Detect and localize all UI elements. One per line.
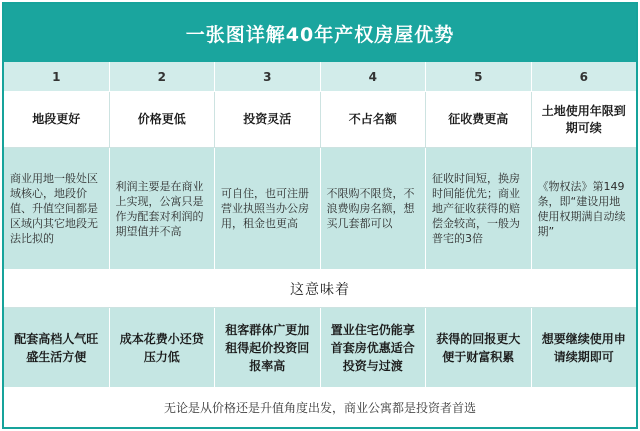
column-number: 5 xyxy=(425,62,531,92)
column-description: 不限购不限贷，不浪费购房名额，想买几套都可以 xyxy=(320,148,426,270)
column-heading: 地段更好 xyxy=(4,92,109,148)
column-heading: 不占名额 xyxy=(320,92,426,148)
column-description: 《物权法》第149条，即“建设用地使用权期满自动续期” xyxy=(531,148,637,270)
infographic-title: 一张图详解40年产权房屋优势 xyxy=(4,4,636,62)
result-row xyxy=(4,308,636,388)
column-number: 1 xyxy=(4,62,109,92)
column-number: 2 xyxy=(109,62,215,92)
column-result: 配套高档人气旺盛生活方便 xyxy=(4,308,109,388)
column-result: 成本花费小还贷压力低 xyxy=(109,308,215,388)
column-result: 置业住宅仍能享首套房优惠适合投资与过渡 xyxy=(320,308,426,388)
column-description: 征收时间短，换房时间能优先；商业地产征收获得的赔偿金较高，一般为普宅的3倍 xyxy=(425,148,531,270)
column-number: 6 xyxy=(531,62,637,92)
infographic xyxy=(2,2,638,429)
means-label: 这意味着 xyxy=(4,270,636,308)
column-result: 获得的回报更大便于财富积累 xyxy=(425,308,531,388)
column-description: 可自住，也可注册营业执照当办公房用，租金也更高 xyxy=(214,148,320,270)
column-heading: 征收费更高 xyxy=(425,92,531,148)
column-heading: 土地使用年限到期可续 xyxy=(531,92,637,148)
column-heading: 投资灵活 xyxy=(214,92,320,148)
column-result: 租客群体广更加租得起价投资回报率高 xyxy=(214,308,320,388)
column-number: 3 xyxy=(214,62,320,92)
heading-row xyxy=(4,92,636,148)
column-number: 4 xyxy=(320,62,426,92)
column-description: 利润主要是在商业上实现，公寓只是作为配套对利润的期望值并不高 xyxy=(109,148,215,270)
number-row xyxy=(4,62,636,92)
description-row xyxy=(4,148,636,270)
column-heading: 价格更低 xyxy=(109,92,215,148)
column-result: 想要继续使用申请续期即可 xyxy=(531,308,637,388)
column-description: 商业用地一般处区域核心，地段价值、升值空间都是区域内其它地段无法比拟的 xyxy=(4,148,109,270)
footer-note: 无论是从价格还是升值角度出发，商业公寓都是投资者首选 xyxy=(4,388,636,427)
